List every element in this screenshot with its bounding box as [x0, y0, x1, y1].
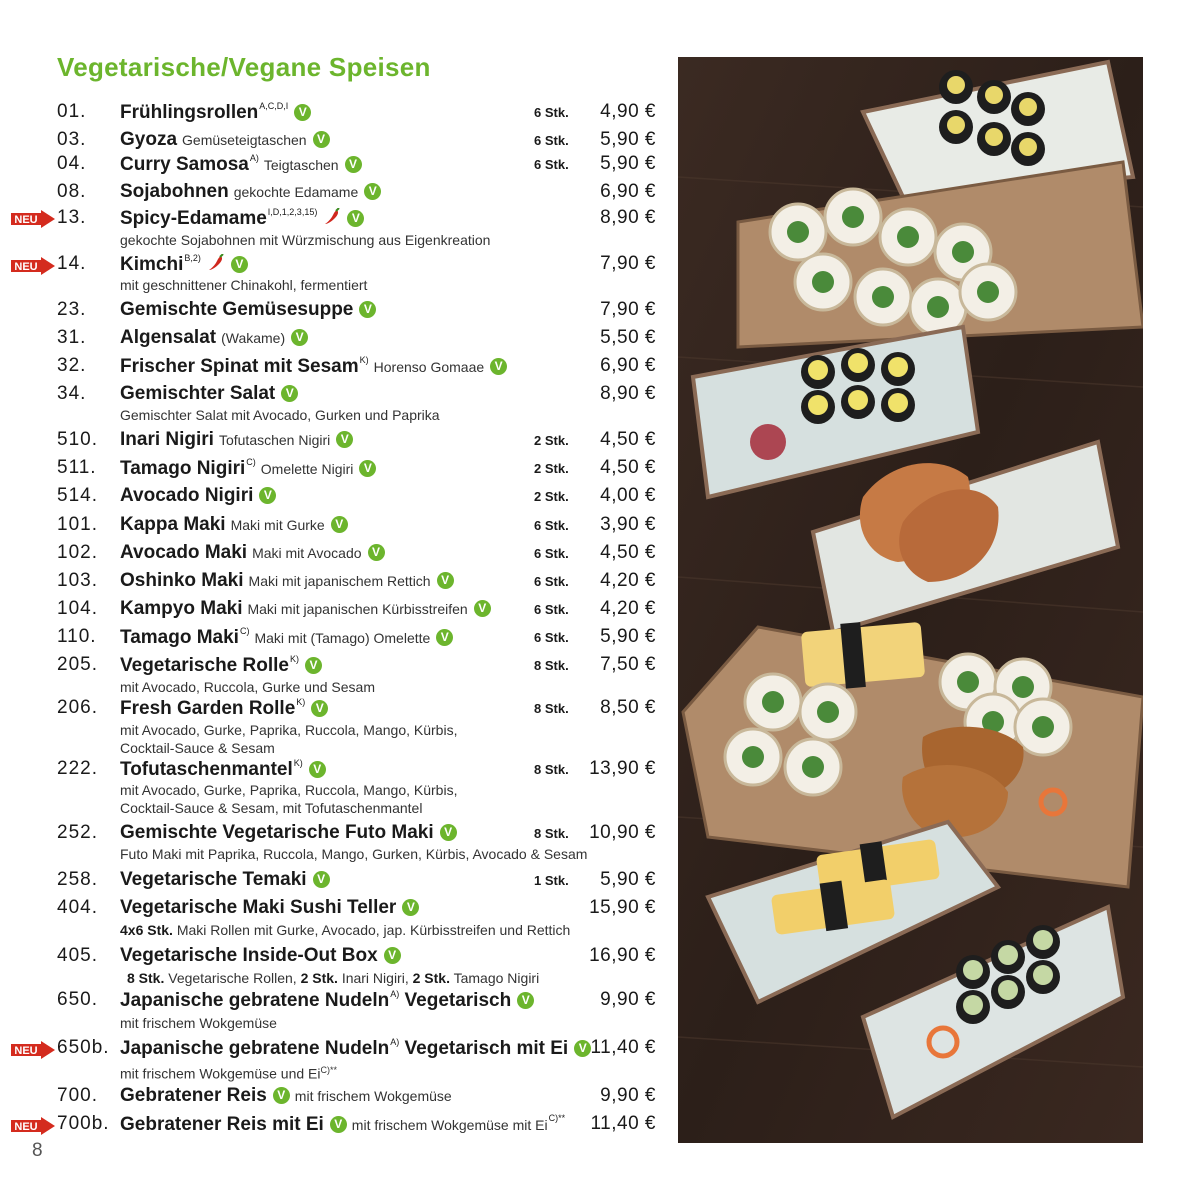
item-name: Gebratener Reis V mit frischem Wokgemüse — [120, 1085, 452, 1106]
vegan-icon: V — [364, 183, 381, 200]
item-price: 16,90 € — [589, 945, 656, 966]
item-price: 11,40 € — [590, 1113, 656, 1134]
item-number: 206. — [57, 697, 98, 718]
vegan-icon: V — [359, 301, 376, 318]
vegan-icon: V — [294, 104, 311, 121]
vegan-icon: V — [313, 871, 330, 888]
item-name: Vegetarische Temaki V — [120, 869, 330, 891]
vegan-icon: V — [437, 572, 454, 589]
vegan-icon: V — [347, 210, 364, 227]
item-name: Curry Samosa$^{A)}$ Teigtaschen V — [120, 153, 362, 176]
item-price: 4,90 € — [600, 101, 656, 122]
item-number: 258. — [57, 869, 98, 890]
item-quantity: 1 Stk. — [534, 873, 569, 888]
item-quantity: 8 Stk. — [534, 826, 569, 841]
item-name: Vegetarische Rolle$^{K)}$ V — [120, 654, 322, 677]
item-name: Gemischte Vegetarische Futo Maki V — [120, 822, 457, 844]
item-price: 4,50 € — [600, 542, 656, 563]
vegan-icon: V — [336, 431, 353, 448]
item-name: Inari Nigiri Tofutaschen Nigiri V — [120, 429, 353, 451]
vegan-icon: V — [359, 460, 376, 477]
item-quantity: 6 Stk. — [534, 518, 569, 533]
vegan-icon: V — [231, 256, 248, 273]
item-number: 700b. — [57, 1113, 110, 1134]
vegan-icon: V — [384, 947, 401, 964]
item-price: 7,90 € — [600, 299, 656, 320]
vegan-icon: V — [281, 385, 298, 402]
item-quantity: 6 Stk. — [534, 602, 569, 617]
item-description: mit frischem Wokgemüse und $Ei^{C)**}$ — [120, 1065, 337, 1082]
item-number: 32. — [57, 355, 87, 376]
item-description: 8 Stk. Vegetarische Rollen, 2 Stk. Inari Nigiri, 2 Stk. Tamago Nigiri — [127, 970, 540, 986]
item-quantity: 6 Stk. — [534, 133, 569, 148]
item-name: Avocado Maki Maki mit Avocado V — [120, 542, 385, 564]
item-number: 13. — [57, 207, 87, 228]
item-name: Gemischte Gemüsesuppe V — [120, 299, 376, 321]
item-number: 650. — [57, 989, 98, 1010]
item-number: 514. — [57, 485, 98, 506]
item-name: Oshinko Maki Maki mit japanischem Rettich V — [120, 570, 454, 592]
item-price: 5,90 € — [600, 129, 656, 150]
item-price: 13,90 € — [589, 758, 656, 779]
item-number: 04. — [57, 153, 87, 174]
svg-text:NEU: NEU — [14, 1045, 38, 1057]
item-price: 6,90 € — [600, 355, 656, 376]
item-name: Japanische gebratene Nudeln$^{A)}$ Vegetarisch V — [120, 989, 534, 1012]
item-number: 511. — [57, 457, 97, 478]
vegan-icon: V — [259, 487, 276, 504]
item-quantity: 8 Stk. — [534, 701, 569, 716]
item-quantity: 6 Stk. — [534, 574, 569, 589]
item-price: 4,50 € — [600, 429, 656, 450]
item-price: 5,90 € — [600, 626, 656, 647]
item-price: 8,90 € — [600, 383, 656, 404]
item-name: Gemischter Salat V — [120, 383, 298, 405]
item-quantity: 2 Stk. — [534, 433, 569, 448]
chili-icon — [207, 254, 225, 272]
item-price: 9,90 € — [600, 989, 656, 1010]
item-price: 10,90 € — [589, 822, 656, 843]
item-number: 510. — [57, 429, 98, 450]
item-description: mit frischem Wokgemüse — [120, 1015, 277, 1031]
item-description-line2: Cocktail-Sauce & Sesam, mit Tofutaschenmantel — [120, 800, 423, 816]
item-number: 700. — [57, 1085, 98, 1106]
item-price: 11,40 € — [590, 1037, 656, 1058]
item-number: 31. — [57, 327, 87, 348]
item-price: 15,90 € — [589, 897, 656, 918]
item-name: Fresh Garden Rolle$^{K)}$ V — [120, 697, 328, 720]
new-badge-icon — [11, 257, 55, 275]
item-number: 08. — [57, 181, 87, 202]
item-name: Tofutaschenmantel$^{K)}$ V — [120, 758, 326, 781]
vegan-icon: V — [368, 544, 385, 561]
vegan-icon: V — [291, 329, 308, 346]
item-name: Gyoza Gemüseteigtaschen V — [120, 129, 330, 151]
item-name: Frischer Spinat mit Sesam$^{K)}$ Horenso Gomaae V — [120, 355, 507, 378]
item-price: 5,90 € — [600, 869, 656, 890]
item-number: 101. — [57, 514, 98, 535]
item-quantity: 6 Stk. — [534, 546, 569, 561]
item-price: 4,20 € — [600, 570, 656, 591]
item-name: Algensalat (Wakame) V — [120, 327, 308, 349]
item-description: mit Avocado, Gurke, Paprika, Ruccola, Mango, Kürbis, — [120, 782, 458, 798]
item-number: 03. — [57, 129, 87, 150]
item-number: 23. — [57, 299, 87, 320]
item-name: Tamago Maki$^{C)}$ Maki mit (Tamago) Omelette V — [120, 626, 453, 649]
vegan-icon: V — [313, 131, 330, 148]
new-badge-icon — [11, 1041, 55, 1059]
item-name: Kappa Maki Maki mit Gurke V — [120, 514, 348, 536]
item-number: 14. — [57, 253, 87, 274]
item-number: 103. — [57, 570, 98, 591]
item-price: 4,00 € — [600, 485, 656, 506]
item-name: Avocado Nigiri V — [120, 485, 276, 507]
svg-text:NEU: NEU — [14, 261, 38, 273]
item-quantity: 6 Stk. — [534, 105, 569, 120]
item-name: Sojabohnen gekochte Edamame V — [120, 181, 381, 203]
item-quantity: 8 Stk. — [534, 762, 569, 777]
vegan-icon: V — [309, 761, 326, 778]
item-number: 222. — [57, 758, 98, 779]
item-number: 34. — [57, 383, 87, 404]
page-title: Vegetarische/Vegane Speisen — [57, 52, 431, 82]
vegan-icon: V — [490, 358, 507, 375]
item-price: 5,90 € — [600, 153, 656, 174]
item-quantity: 8 Stk. — [534, 658, 569, 673]
svg-text:NEU: NEU — [14, 1121, 38, 1133]
item-price: 4,20 € — [600, 598, 656, 619]
item-price: 7,50 € — [600, 654, 656, 675]
item-name: Gebratener Reis mit Ei V mit frischem Wokgemüse mit $Ei^{C)**}$ — [120, 1113, 566, 1135]
vegan-icon: V — [345, 156, 362, 173]
item-price: 8,90 € — [600, 207, 656, 228]
item-quantity: 2 Stk. — [534, 489, 569, 504]
item-description: Futo Maki mit Paprika, Ruccola, Mango, Gurken, Kürbis, Avocado & Sesam — [120, 846, 588, 862]
vegan-icon: V — [517, 992, 534, 1009]
item-price: 6,90 € — [600, 181, 656, 202]
item-name: Vegetarische Maki Sushi Teller V — [120, 897, 419, 919]
item-number: 110. — [57, 626, 97, 647]
item-description-line2: Cocktail-Sauce & Sesam — [120, 740, 275, 756]
vegan-icon: V — [305, 657, 322, 674]
item-name: Vegetarische Inside-Out Box V — [120, 945, 401, 967]
item-number: 205. — [57, 654, 98, 675]
item-quantity: 6 Stk. — [534, 157, 569, 172]
vegan-icon: V — [474, 600, 491, 617]
page-number: 8 — [32, 1140, 43, 1161]
svg-text:NEU: NEU — [14, 214, 38, 226]
item-name: Spicy-Edamame$^{I,D,1,2,3,15)}$ V — [120, 207, 364, 230]
item-price: 4,50 € — [600, 457, 656, 478]
new-badge-icon — [11, 1117, 55, 1135]
item-description: mit Avocado, Gurke, Paprika, Ruccola, Mango, Kürbis, — [120, 722, 458, 738]
item-number: 404. — [57, 897, 98, 918]
item-price: 7,90 € — [600, 253, 656, 274]
item-number: 102. — [57, 542, 98, 563]
item-price: 8,50 € — [600, 697, 656, 718]
item-number: 104. — [57, 598, 98, 619]
item-quantity: 2 Stk. — [534, 461, 569, 476]
vegan-icon: V — [330, 1116, 347, 1133]
item-quantity: 6 Stk. — [534, 630, 569, 645]
item-name: Kampyo Maki Maki mit japanischen Kürbisstreifen V — [120, 598, 491, 620]
item-number: 01. — [57, 101, 87, 122]
item-description: gekochte Sojabohnen mit Würzmischung aus Eigenkreation — [120, 232, 491, 248]
sushi-photo — [678, 57, 1143, 1143]
item-number: 650b. — [57, 1037, 110, 1058]
item-description: mit Avocado, Ruccola, Gurke und Sesam — [120, 679, 375, 695]
chili-icon — [323, 208, 341, 226]
vegan-icon: V — [440, 824, 457, 841]
vegan-icon: V — [273, 1087, 290, 1104]
item-name: Frühlingsrollen$^{A,C,D,I}$ V — [120, 101, 311, 124]
item-description: mit geschnittener Chinakohl, fermentiert — [120, 277, 368, 293]
item-description: 4x6 Stk. Maki Rollen mit Gurke, Avocado, jap. Kürbisstreifen und Rettich — [120, 922, 571, 938]
item-price: 9,90 € — [600, 1085, 656, 1106]
item-number: 405. — [57, 945, 98, 966]
item-name: Japanische gebratene Nudeln$^{A)}$ Vegetarisch mit Ei V — [120, 1037, 591, 1060]
vegan-icon: V — [331, 516, 348, 533]
item-name: Kimchi$^{B,2)}$ V — [120, 253, 248, 276]
item-description: Gemischter Salat mit Avocado, Gurken und Paprika — [120, 407, 440, 423]
vegan-icon: V — [574, 1040, 591, 1057]
vegan-icon: V — [402, 899, 419, 916]
item-price: 3,90 € — [600, 514, 656, 535]
new-badge-icon — [11, 210, 55, 228]
vegan-icon: V — [311, 700, 328, 717]
item-name: Tamago Nigiri$^{C)}$ Omelette Nigiri V — [120, 457, 376, 480]
vegan-icon: V — [436, 629, 453, 646]
item-price: 5,50 € — [600, 327, 656, 348]
item-number: 252. — [57, 822, 98, 843]
